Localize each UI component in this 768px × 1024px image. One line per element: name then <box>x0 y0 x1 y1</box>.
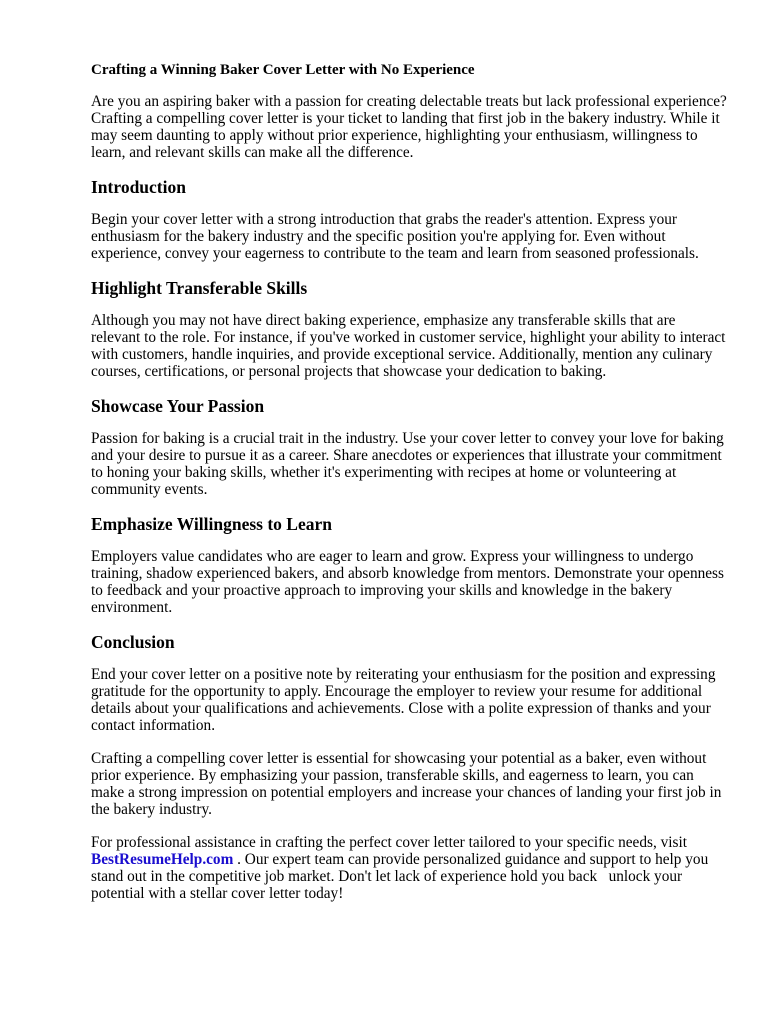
section-heading-introduction: Introduction <box>91 177 186 197</box>
section-heading-transferable-skills: Highlight Transferable Skills <box>91 278 308 298</box>
document-page <box>91 62 727 918</box>
section-body-willingness-to-learn: Employers value candidates who are eager to learn and grow. Express your willingness to undergo training, shadow experienced bakers, and absorb knowledge from mentors. Demonstrate your openness to feedback and your proactive approach to improving your skills and knowledge in the bakery environment. <box>91 548 724 616</box>
section-willingness-to-learn <box>91 514 727 616</box>
section-transferable-skills <box>91 278 727 380</box>
section-body-showcase-passion: Passion for baking is a crucial trait in the industry. Use your cover letter to convey your love for baking and your desire to pursue it as a career. Share anecdotes or experiences that illustrate your commitment to honing your baking skills, whether it's experimenting with recipes at home or volunteering at community events. <box>91 430 724 498</box>
intro-paragraph: Are you an aspiring baker with a passion for creating delectable treats but lack professional experience? Crafting a compelling cover letter is your ticket to landing that first job in the bakery industry. While it may seem daunting to apply without prior experience, highlighting your enthusiasm, willingness to learn, and relevant skills can make all the difference. <box>91 93 727 161</box>
section-body-conclusion: End your cover letter on a positive note by reiterating your enthusiasm for the position and expressing gratitude for the opportunity to apply. Encourage the employer to review your resume for additional details about your qualifications and achievements. Close with a polite expression of thanks and your contact information. <box>91 666 716 734</box>
cta-text-before-link: For professional assistance in crafting the perfect cover letter tailored to your specific needs, visit <box>91 834 687 851</box>
best-resume-help-link[interactable]: BestResumeHelp.com <box>91 851 234 868</box>
section-heading-showcase-passion: Showcase Your Passion <box>91 396 265 416</box>
section-showcase-passion <box>91 396 727 498</box>
section-conclusion <box>91 632 727 734</box>
cta-paragraph <box>91 834 727 902</box>
cta-text-after-link: . Our expert team can provide personalized guidance and support to help you stand out in the competitive job market. Don't let lack of experience hold you back unlock your potential with a stellar cover letter today! <box>91 851 709 902</box>
closing-paragraph: Crafting a compelling cover letter is essential for showcasing your potential as a baker, even without prior experience. By emphasizing your passion, transferable skills, and eagerness to learn, you can make a strong impression on potential employers and increase your chances of landing your first job in the bakery industry. <box>91 750 722 818</box>
section-introduction <box>91 177 727 262</box>
document-title: Crafting a Winning Baker Cover Letter with No Experience <box>91 62 475 78</box>
section-body-transferable-skills: Although you may not have direct baking experience, emphasize any transferable skills that are relevant to the role. For instance, if you've worked in customer service, highlight your ability to interact with customers, handle inquiries, and provide exceptional service. Additionally, mention any culinary courses, certifications, or personal projects that showcase your dedication to baking. <box>91 312 726 380</box>
section-heading-willingness-to-learn: Emphasize Willingness to Learn <box>91 514 332 534</box>
section-heading-conclusion: Conclusion <box>91 632 175 652</box>
section-body-introduction: Begin your cover letter with a strong introduction that grabs the reader's attention. Express your enthusiasm for the bakery industry and the specific position you're applying for. Even without experience, convey your eagerness to contribute to the team and learn from seasoned professionals. <box>91 211 699 262</box>
